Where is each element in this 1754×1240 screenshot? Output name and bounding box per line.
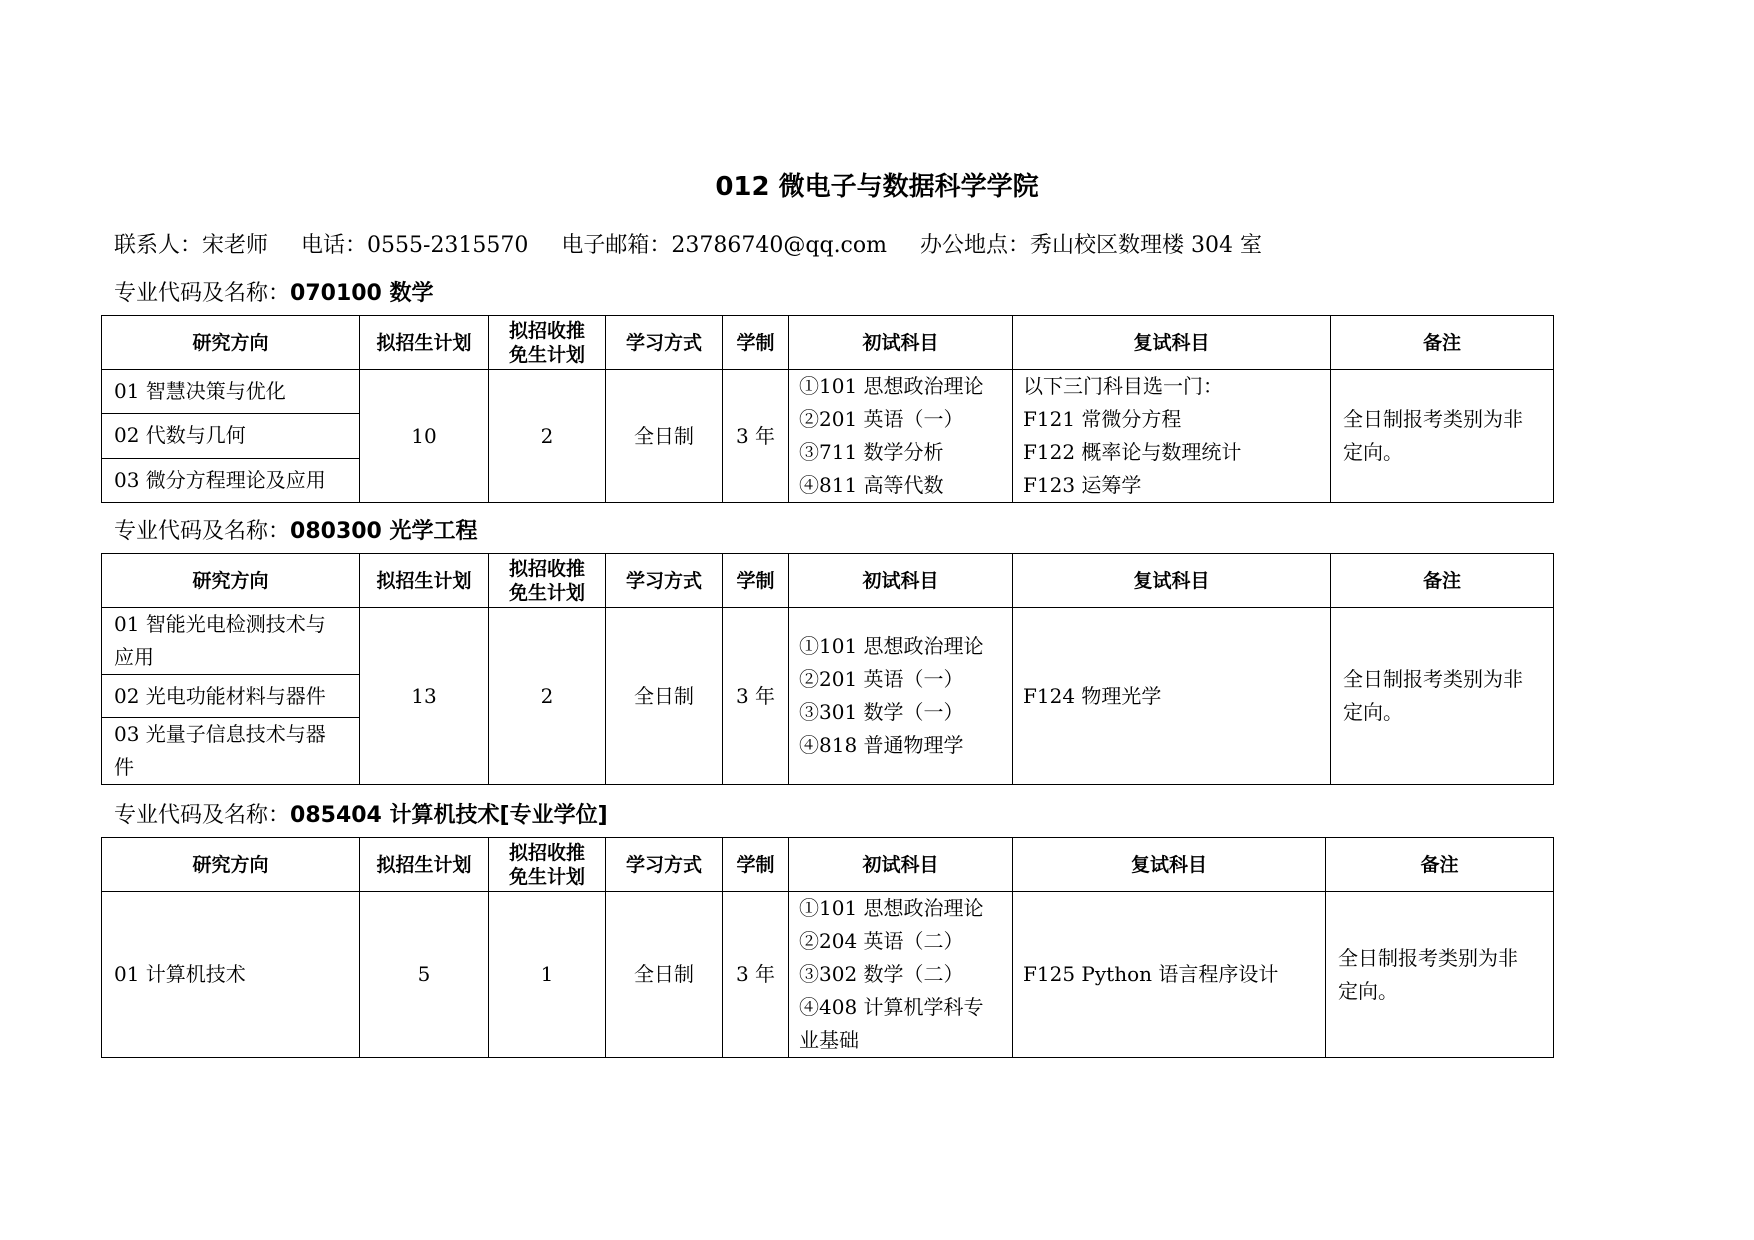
table-header-row: [102, 554, 1554, 608]
table-header-row: [102, 838, 1554, 892]
retest-cell: F125 Python 语言程序设计: [1013, 892, 1326, 1058]
contact-line: [114, 228, 1288, 259]
major-heading-prefix: 专业代码及名称：: [114, 803, 291, 828]
contact-email: 电子邮箱：23786740@qq.com: [561, 233, 887, 258]
direction-cell: 03 光量子信息技术与器 件: [102, 718, 360, 785]
tuimian-cell: 2: [489, 370, 606, 503]
col-years: 学制: [723, 316, 789, 370]
tuimian-cell: 1: [489, 892, 606, 1058]
col-direction: 研究方向: [102, 838, 360, 892]
note-cell: 全日制报考类别为非 定向。: [1331, 370, 1554, 503]
direction-cell: 01 智能光电检测技术与 应用: [102, 608, 360, 675]
col-note: 备注: [1331, 554, 1554, 608]
table-row: [102, 892, 1554, 1058]
col-retest: 复试科目: [1013, 838, 1326, 892]
major-code-name: 070100 数学: [290, 281, 434, 306]
major-heading-math: [114, 276, 434, 307]
col-tuimian: 拟招收推 免生计划: [489, 316, 606, 370]
plan-cell: 10: [360, 370, 489, 503]
col-mode: 学习方式: [606, 554, 723, 608]
contact-office: 办公地点：秀山校区数理楼 304 室: [920, 233, 1262, 258]
tuimian-cell: 2: [489, 608, 606, 785]
years-cell: 3 年: [723, 608, 789, 785]
mode-cell: 全日制: [606, 892, 723, 1058]
major-heading-prefix: 专业代码及名称：: [114, 281, 291, 306]
col-mode: 学习方式: [606, 838, 723, 892]
col-plan: 拟招生计划: [360, 554, 489, 608]
program-table-math: [101, 315, 1554, 503]
exam-cell: ①101 思想政治理论 ②201 英语（一） ③301 数学（一） ④818 普通物理学: [789, 608, 1013, 785]
col-direction: 研究方向: [102, 316, 360, 370]
contact-person: 联系人：宋老师: [114, 233, 269, 258]
direction-cell: 02 代数与几何: [102, 414, 360, 458]
col-note: 备注: [1331, 316, 1554, 370]
col-exam: 初试科目: [789, 838, 1013, 892]
direction-cell: 01 智慧决策与优化: [102, 370, 360, 414]
program-table-cs: [101, 837, 1554, 1058]
col-years: 学制: [723, 554, 789, 608]
col-retest: 复试科目: [1013, 316, 1331, 370]
retest-cell: 以下三门科目选一门： F121 常微分方程 F122 概率论与数理统计 F123 运筹学: [1013, 370, 1331, 503]
col-note: 备注: [1326, 838, 1554, 892]
years-cell: 3 年: [723, 370, 789, 503]
table-row: [102, 370, 1554, 414]
major-heading-optics: [114, 514, 478, 545]
note-cell: 全日制报考类别为非 定向。: [1326, 892, 1554, 1058]
table-row: [102, 608, 1554, 675]
mode-cell: 全日制: [606, 608, 723, 785]
col-direction: 研究方向: [102, 554, 360, 608]
col-exam: 初试科目: [789, 554, 1013, 608]
col-retest: 复试科目: [1013, 554, 1331, 608]
retest-cell: F124 物理光学: [1013, 608, 1331, 785]
col-tuimian: 拟招收推 免生计划: [489, 554, 606, 608]
col-plan: 拟招生计划: [360, 316, 489, 370]
col-years: 学制: [723, 838, 789, 892]
major-code-name: 085404 计算机技术[专业学位]: [290, 803, 608, 828]
col-exam: 初试科目: [789, 316, 1013, 370]
direction-cell: 02 光电功能材料与器件: [102, 675, 360, 718]
contact-phone: 电话：0555-2315570: [301, 233, 529, 258]
program-table-optics: [101, 553, 1554, 785]
direction-cell: 01 计算机技术: [102, 892, 360, 1058]
col-tuimian: 拟招收推 免生计划: [489, 838, 606, 892]
table-header-row: [102, 316, 1554, 370]
note-cell: 全日制报考类别为非 定向。: [1331, 608, 1554, 785]
plan-cell: 13: [360, 608, 489, 785]
col-mode: 学习方式: [606, 316, 723, 370]
page-title: 012 微电子与数据科学学院: [715, 172, 1039, 202]
exam-cell: ①101 思想政治理论 ②204 英语（二） ③302 数学（二） ④408 计算机学科专 业基础: [789, 892, 1013, 1058]
plan-cell: 5: [360, 892, 489, 1058]
major-heading-prefix: 专业代码及名称：: [114, 519, 291, 544]
years-cell: 3 年: [723, 892, 789, 1058]
mode-cell: 全日制: [606, 370, 723, 503]
major-code-name: 080300 光学工程: [290, 519, 478, 544]
exam-cell: ①101 思想政治理论 ②201 英语（一） ③711 数学分析 ④811 高等代数: [789, 370, 1013, 503]
col-plan: 拟招生计划: [360, 838, 489, 892]
direction-cell: 03 微分方程理论及应用: [102, 458, 360, 502]
major-heading-cs: [114, 798, 608, 829]
